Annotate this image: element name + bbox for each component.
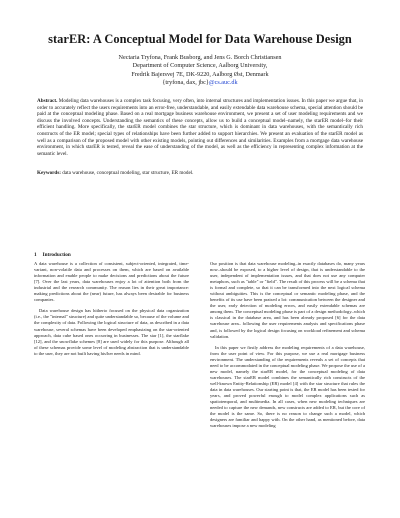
paragraph: In this paper we firstly address the modeling requirements of a data warehouse, from the user point of view. For this purpose, we use a real mortgage business environment. The understanding of the requirements reveals a set of concepts that need to be accommodated in the conceptual modeling phase. We propose the use of a new model, namely the starER model, for the conceptual modeling of data warehouses. The starER model combines the semantically rich constructs of the well-known Entity-Relationship (ER) model [4] with the star structure that rules the data in data warehouses. Our starting point is that, the ER model has been tested for years, and proved powerful enough to model complex applications such as spatiotemporal, and multimedia. In all cases, when new modeling techniques are needed to capture the new demands, new constructs are added to ER, but the core of the model is the same. So, there is no reason to change such a model, which designers are familiar and happy with. On the other hand, as mentioned before, data warehouses impose a new modeling <box>210 344 365 429</box>
abstract-label: Abstract. <box>37 98 58 104</box>
paragraph: Data warehouse design has hitherto focused on the physical data organization (i.e., the "internal" structure) and quite understandable so, because of the volume and the complexity of data. Following the logical structure of data, as described in a data warehouse, several schemas have been developed emphasizing on the star-oriented approach, data cube based ones occurring in businesses. The star [1], the starflake [12], and the snowflake schemes [8] are used widely for this purpose. Although all of these schemas provide some level of modeling abstraction that is understandable to the user, they are not built having his/her needs in mind. <box>34 308 189 356</box>
author-names: Nectaria Tryfona, Frank Busborg, and Jens G. Borch Christiansen <box>118 54 282 61</box>
keywords-text: data warehouse, conceptual modeling, star structure, ER model. <box>61 170 194 176</box>
keywords-label: Keywords: <box>37 170 61 176</box>
section-number: 1 <box>34 252 37 258</box>
paragraph: Our position is that data warehouse modeling–in exactly databases do, many years now–should be exposed, to a higher level of design, that is understandable to the user, independent of implementation issues, and that does not use any computer metaphors, such as "table" or "field". The result of this process will be a schema that is formal and complete, so that it can be transformed into the next logical schema without ambiguities. This is the conceptual or semantic modeling phase, and the benefits of its use have been praised a lot: communication between the designer and the user, early detection of modeling errors, and easily extendable schemas are among them. The conceptual modeling phase is part of a design methodology–which is classical in the database area, and has been already proposed [6] for the data warehouse area– following the user requirements analysis and specifications phase and, is followed by the logical design focusing on workload refinement and schema validation. <box>210 261 365 339</box>
section-heading <box>34 252 189 258</box>
email-line <box>0 79 400 87</box>
affiliation-line-1: Department of Computer Science, Aalborg University, <box>132 62 268 70</box>
section-title: Introduction <box>42 252 71 258</box>
email-domain-link[interactable]: @cs.auc.dk <box>208 79 238 87</box>
paper-title: starER: A Conceptual Model for Data Warehouse Design <box>48 32 352 46</box>
left-column <box>34 252 189 362</box>
right-column <box>210 261 365 434</box>
abstract-text: Modeling data warehouses is a complex task focusing, very often, into internal structures and implementation issues. In this paper we argue that, in order to accurately reflect the users requirements into an error-free, understandable, and easily extendable data warehouse schema, special attention should be paid at the conceptual modeling phase. Based on a real mortgage business warehouse environment, we present a set of user modeling requirements and we discuss the involved concepts. Understanding the semantics of these concepts, allow us to build a conceptual model–namely, the starER model–for their efficient handling. More specifically, the starER model combines the star structure, which is dominant in data warehouses, with the semantically rich constructs of the ER model; special types of relationships have been further added to support hierarchies. We present an evaluation of the starER model as well as a comparison of the proposed model with other existing models, pointing out differences and similarities. Examples from a mortgage data warehouse environment, in which starER is tested, reveal the ease of understanding of the model, as well as the efficiency in representing complex information at the semantic level. <box>37 98 363 157</box>
affiliation-line-2: Fredrik Bajersvej 7E, DK-9220, Aalborg Øst, Denmark <box>131 70 269 78</box>
author-block <box>0 54 400 88</box>
email-prefix: {tryfona, dax, jbc} <box>162 79 209 87</box>
keywords <box>37 170 363 177</box>
paragraph: A data warehouse is a collection of consistent, subject-oriented, integrated, time-variant, non-volatile data and processes on them, which are based on available information and enable people to make decisions and predictions about the future [7]. Over the last years, data warehouses enjoy a lot of attention both from the industrial and the research community. The reason lies in their great importance: making predictions about the (near) future, has always been desirable for business companies. <box>34 261 189 303</box>
abstract <box>37 98 363 157</box>
